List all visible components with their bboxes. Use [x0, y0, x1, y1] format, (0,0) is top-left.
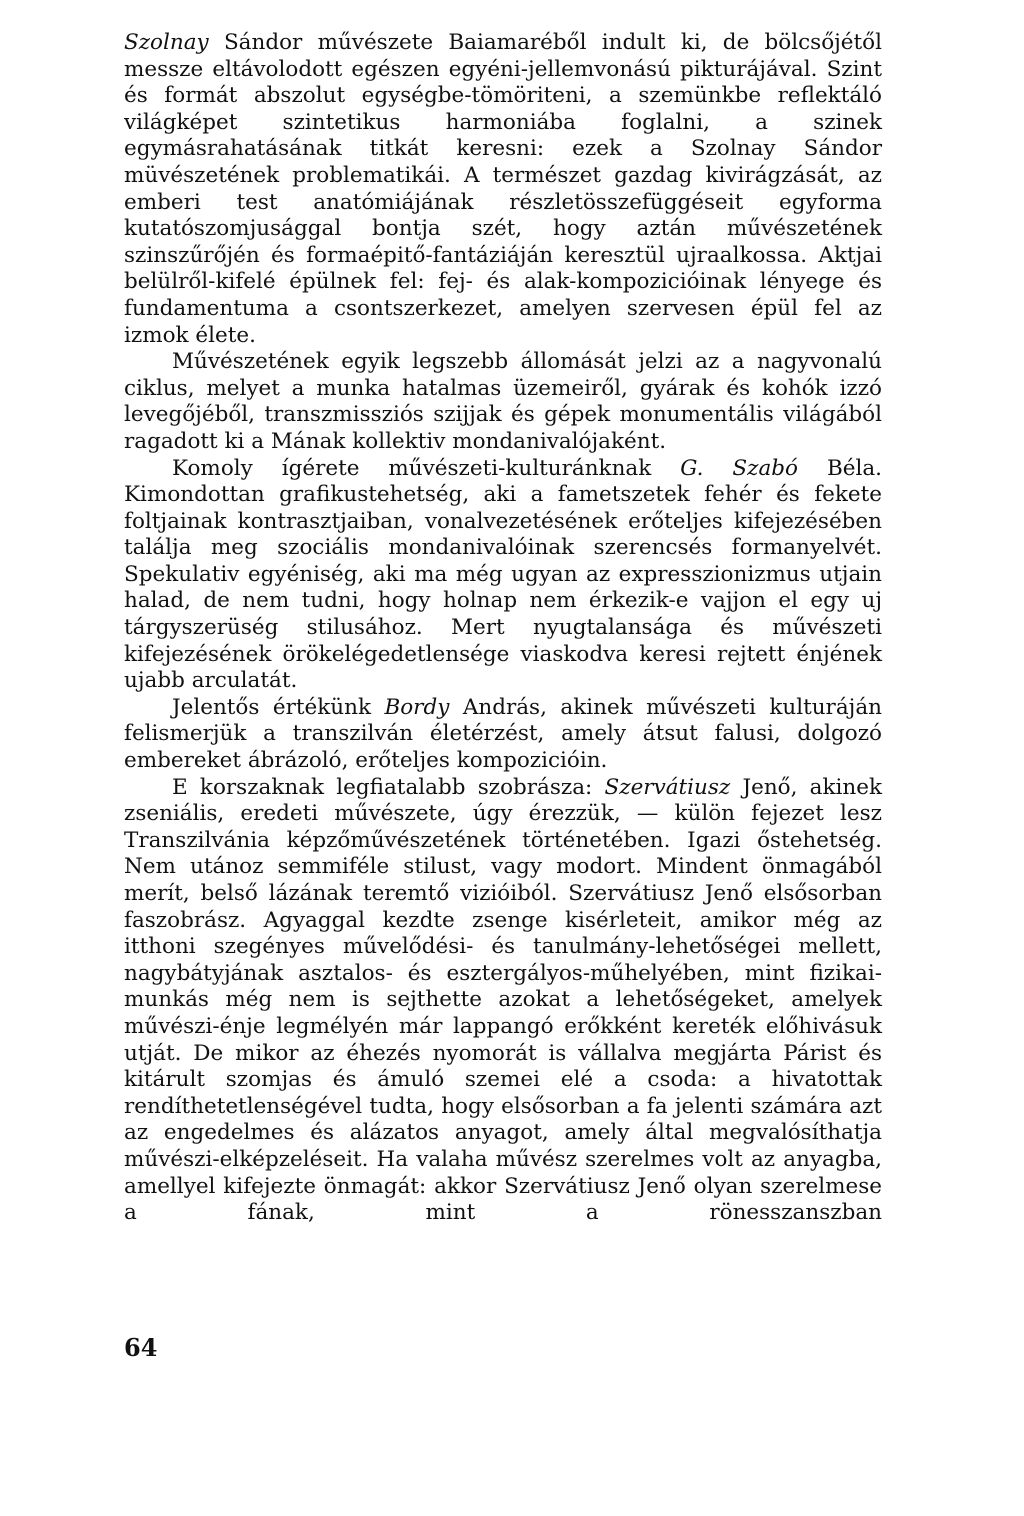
- text-run: Jelentős értékünk: [172, 694, 385, 720]
- body-text: [124, 30, 882, 1227]
- text-run: Sándor művészete Baiamaréből indult ki, de bölcsőjétől messze eltávolodott egészen egyéni-jellemvonású pikturájával. Szint és formát abszolut egységbe-tömöriteni, a szemünkbe reflektáló világképet szintetikus harmoniába foglalni, a szinek egymásrahatásának titkát keresni: ezek a Szolnay Sándor müvészetének problematikái. A természet gazdag kivirágzását, az emberi test anatómiájának részletösszefüggéseit egyforma kutatószomjusággal bontja szét, hogy aztán művészetének szinszűrőjén és formaépitő-fantáziáján keresztül ujraalkossa. Aktjai belülről-kifelé épülnek fel: fej- és alak-kompozicióinak lényege és fundamentuma a csontszerkezet, amelyen szervesen épül fel az izmok élete.: [124, 30, 882, 348]
- italic-name: Szervátiusz: [604, 774, 731, 800]
- paragraph: [124, 456, 882, 695]
- paragraph: [124, 775, 882, 1227]
- page-number: 64: [124, 1333, 158, 1362]
- paragraph: [124, 695, 882, 775]
- paragraph: [124, 349, 882, 455]
- text-run: Jenő, akinek zseniális, eredeti művészete, úgy érezzük, — külön fejezet lesz Transzilvánia képzőművészetének történetében. Igazi őstehetség. Nem utánoz semmiféle stilust, vagy modort. Mindent önmagából merít, belső lázának teremtő vizióiból. Szervátiusz Jenő elsősorban faszobrász. Agyaggal kezdte zsenge kisérleteit, amikor még az itthoni szegényes művelődési- és tanulmány-lehetőségei mellett, nagybátyjának asztalos- és esztergályos-műhelyében, mint fizikai-munkás még nem is sejthette azokat a lehetőségeket, amelyek művészi-énje legmélyén már lappangó erőkként kereték előhivásuk utját. De mikor az éhezés nyomorát is vállalva megjárta Párist és kitárult szomjas és ámuló szemei elé a csoda: a hivatottak rendíthetetlenségével tudta, hogy elsősorban a fa jelenti számára azt az engedelmes és alázatos anyagot, amely által megvalósíthatja művészi-elképzeléseit. Ha valaha művész szerelmes volt az anyagba, amellyel kifejezte önmagát: akkor Szervátiusz Jenő olyan szerelmese a fának, mint a rönesszanszban: [124, 774, 882, 1226]
- text-run: Komoly ígérete művészeti-kulturánknak: [172, 455, 681, 481]
- text-run: E korszaknak legfiatalabb szobrásza:: [172, 774, 605, 800]
- italic-name: Bordy: [384, 694, 450, 720]
- italic-name: G. Szabó: [680, 455, 798, 481]
- text-run: András, akinek művészeti kulturáján felismerjük a transzilván életérzést, amely átsut falusi, dolgozó embereket ábrázoló, erőteljes kompozicióin.: [124, 694, 882, 774]
- text-run: Művészetének egyik legszebb állomását jelzi az a nagyvonalú ciklus, melyet a munka hatalmas üzemeiről, gyárak és kohók izzó levegőjéből, transzmissziós szijjak és gépek monumentális világából ragadott ki a Mának kollektiv mondanivalójaként.: [124, 349, 882, 454]
- paragraph: [124, 30, 882, 349]
- text-run: Béla. Kimondottan grafikustehetség, aki a fametszetek fehér és fekete foltjainak kontrasztjaiban, vonalvezetésének erőteljes kifejezésében találja meg szociális mondanivalóinak szerencsés formanyelvét. Spekulativ egyéniség, aki ma még ugyan az expresszionizmus utjain halad, de nem tudni, hogy holnap nem érkezik-e vajjon el egy uj tárgyszerüség stilusához. Mert nyugtalansága és művészeti kifejezésének örökelégedetlensége viaskodva keresi rejtett énjének ujabb arculatát.: [124, 455, 882, 694]
- italic-name: Szolnay: [124, 30, 209, 55]
